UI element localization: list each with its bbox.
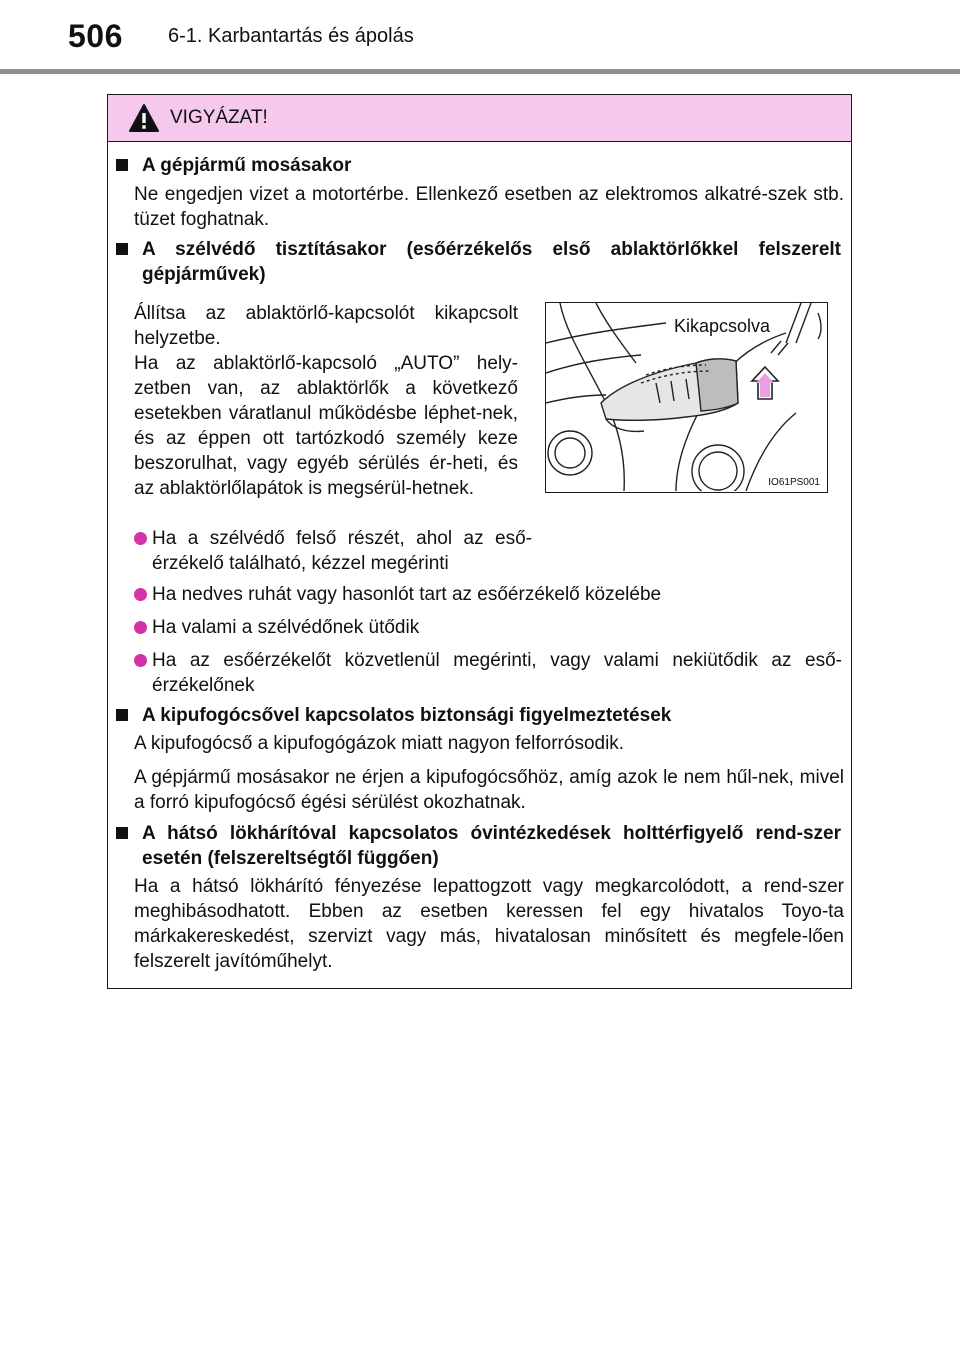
- wiper-switch-figure: [545, 302, 828, 493]
- paragraph-exhaust-washing: A gépjármű mosásakor ne érjen a kipufogócsőhöz, amíg azok le nem hűl-nek, mivel a forró kipufogócső égési sérülést okozhatnak.: [134, 767, 844, 813]
- warning-triangle-icon: [128, 103, 160, 133]
- paragraph-switch-off: Állítsa az ablaktörlő-kapcsolót kikapcsolt helyzetbe.: [134, 303, 518, 349]
- warning-header: [108, 95, 851, 142]
- bullet-item: Ha valami a szélvédőnek ütődik: [108, 615, 842, 640]
- warning-content: [108, 141, 851, 988]
- bullet-dot-icon: [134, 588, 147, 601]
- bullet-dot-icon: [134, 621, 147, 634]
- paragraph-auto-mode: Ha az ablaktörlő-kapcsoló „AUTO” hely-zetben van, az ablaktörlők a következő esetekben váratlanul működésbe léphet-nek, és az éppen ott tartózkodó személy keze beszorulhat, vagy egyéb sérülés ér-heti, és az ablaktörlőlapátok is megsérül-hetnek.: [134, 353, 518, 499]
- bullet-dot-icon: [134, 532, 147, 545]
- page-header: [0, 0, 960, 78]
- paragraph-washing: Ne engedjen vizet a motortérbe. Ellenkező esetben az elektromos alkatré-szek stb. tüzet foghatnak.: [134, 184, 844, 230]
- square-bullet-icon: [116, 709, 128, 721]
- page-number: 506: [68, 18, 123, 54]
- heading-windshield: A szélvédő tisztításakor (esőérzékelős első ablaktörlőkkel felszerelt gépjárművek): [116, 237, 841, 287]
- bullet-dot-icon: [134, 654, 147, 667]
- square-bullet-icon: [116, 827, 128, 839]
- bullet-item: Ha a szélvédő felső részét, ahol az eső-érzékelő található, kézzel megérinti: [108, 526, 532, 576]
- warning-title: VIGYÁZAT!: [170, 107, 268, 128]
- paragraph-bumper: Ha a hátsó lökhárító fényezése lepattogzott vagy megkarcolódott, a rend-szer meghibásodhatott. Ebben az esetben keressen fel egy hivatalos Toyo-ta márkakereskedést, szervizt vagy más, hivatalosan minősített és megfele-lően felszerelt javítóműhelyt.: [134, 876, 844, 972]
- paragraph-exhaust-hot: A kipufogócső a kipufogógázok miatt nagyon felforrósodik.: [134, 733, 625, 754]
- heading-exhaust: A kipufogócsővel kapcsolatos biztonsági figyelmeztetések: [116, 703, 841, 728]
- heading-washing: A gépjármű mosásakor: [116, 153, 841, 178]
- square-bullet-icon: [116, 159, 128, 171]
- heading-bumper: A hátsó lökhárítóval kapcsolatos óvintézkedések holttérfigyelő rend-szer esetén (felszereltségtől függően): [116, 821, 841, 871]
- bullet-item: Ha az esőérzékelőt közvetlenül megérinti, vagy valami nekiütődik az eső-érzékelőnek: [108, 648, 842, 698]
- square-bullet-icon: [116, 243, 128, 255]
- figure-code: IO61PS001: [768, 477, 820, 488]
- warning-box: [107, 94, 852, 989]
- figure-label-off: Kikapcsolva: [674, 316, 771, 336]
- bullet-item: Ha nedves ruhát vagy hasonlót tart az esőérzékelő közelébe: [108, 582, 842, 607]
- header-rule: [0, 69, 960, 74]
- section-title: 6-1. Karbantartás és ápolás: [168, 25, 414, 47]
